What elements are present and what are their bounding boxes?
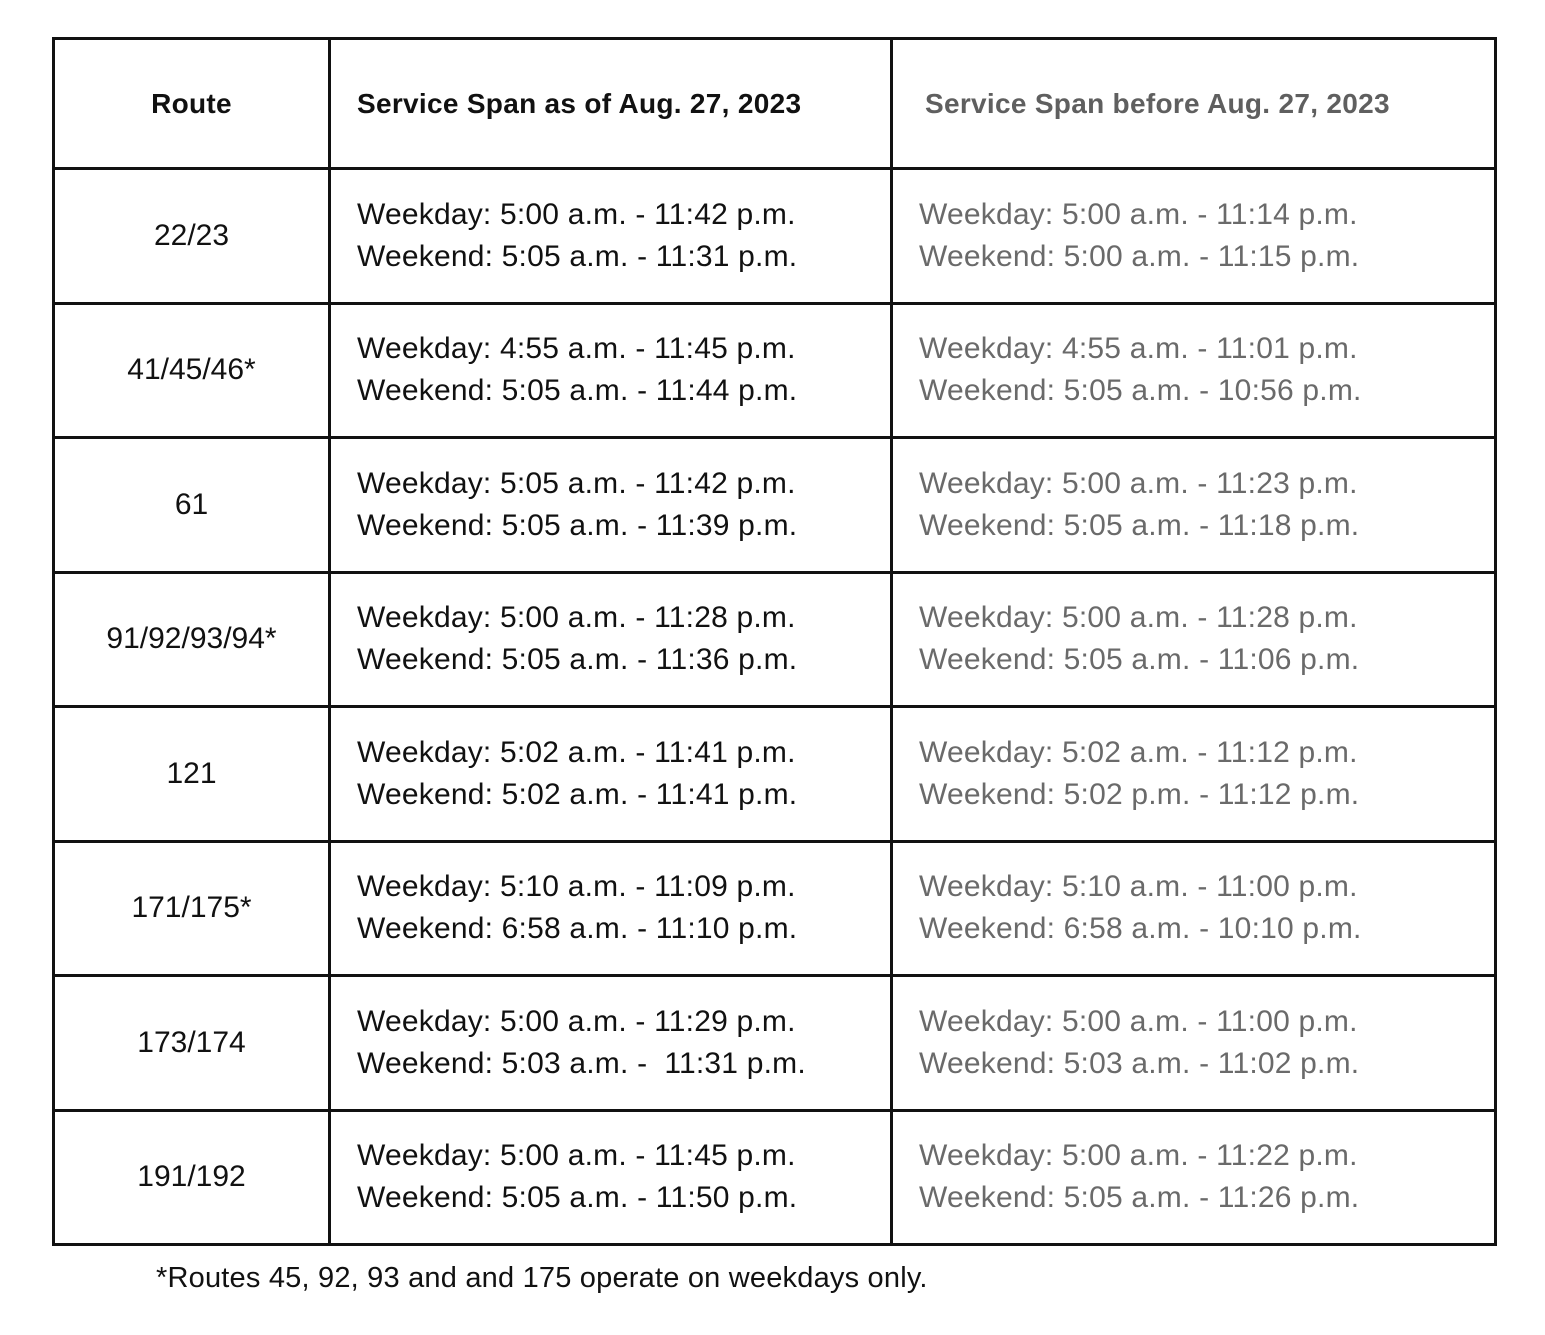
service-span-table xyxy=(52,37,1497,1246)
new-span-cell xyxy=(330,169,892,304)
table-row xyxy=(54,438,1496,573)
header-route: Route xyxy=(54,39,330,169)
new-weekday-span: Weekday: 5:10 a.m. - 11:09 p.m. xyxy=(357,870,796,904)
old-span-cell xyxy=(892,1110,1496,1245)
old-weekday-span: Weekday: 5:00 a.m. - 11:28 p.m. xyxy=(919,601,1358,635)
table-row xyxy=(54,1110,1496,1245)
new-weekend-span: Weekend: 5:05 a.m. - 11:50 p.m. xyxy=(357,1181,798,1215)
new-span-cell xyxy=(330,572,892,707)
old-weekday-span: Weekday: 5:00 a.m. - 11:22 p.m. xyxy=(919,1139,1358,1173)
old-span-cell xyxy=(892,841,1496,976)
route-cell: 173/174 xyxy=(54,976,330,1111)
old-span-cell xyxy=(892,707,1496,842)
new-span-cell xyxy=(330,1110,892,1245)
new-weekend-span: Weekend: 5:03 a.m. - 11:31 p.m. xyxy=(357,1046,806,1080)
old-weekday-span: Weekday: 5:02 a.m. - 11:12 p.m. xyxy=(919,735,1358,769)
route-cell: 121 xyxy=(54,707,330,842)
old-weekday-span: Weekday: 5:00 a.m. - 11:23 p.m. xyxy=(919,466,1358,500)
new-weekend-span: Weekend: 5:05 a.m. - 11:36 p.m. xyxy=(357,643,798,677)
route-cell: 61 xyxy=(54,438,330,573)
old-weekend-span: Weekend: 5:02 p.m. - 11:12 p.m. xyxy=(919,777,1360,811)
new-weekday-span: Weekday: 5:02 a.m. - 11:41 p.m. xyxy=(357,735,796,769)
table-row xyxy=(54,572,1496,707)
new-weekend-span: Weekend: 6:58 a.m. - 11:10 p.m. xyxy=(357,912,798,946)
new-weekday-span: Weekday: 4:55 a.m. - 11:45 p.m. xyxy=(357,332,796,366)
new-span-cell xyxy=(330,841,892,976)
header-old-span: Service Span before Aug. 27, 2023 xyxy=(892,39,1496,169)
table-row xyxy=(54,976,1496,1111)
route-cell: 191/192 xyxy=(54,1110,330,1245)
old-weekday-span: Weekday: 5:00 a.m. - 11:00 p.m. xyxy=(919,1004,1358,1038)
footnote: *Routes 45, 92, 93 and and 175 operate on weekdays only. xyxy=(156,1262,928,1294)
old-weekday-span: Weekday: 5:10 a.m. - 11:00 p.m. xyxy=(919,870,1358,904)
new-weekend-span: Weekend: 5:05 a.m. - 11:31 p.m. xyxy=(357,239,798,273)
new-weekend-span: Weekend: 5:05 a.m. - 11:39 p.m. xyxy=(357,508,798,542)
route-cell: 91/92/93/94* xyxy=(54,572,330,707)
route-cell: 41/45/46* xyxy=(54,303,330,438)
old-weekend-span: Weekend: 5:05 a.m. - 11:26 p.m. xyxy=(919,1181,1360,1215)
table-row xyxy=(54,303,1496,438)
old-span-cell xyxy=(892,438,1496,573)
old-span-cell xyxy=(892,169,1496,304)
header-new-span: Service Span as of Aug. 27, 2023 xyxy=(330,39,892,169)
old-span-cell xyxy=(892,976,1496,1111)
new-span-cell xyxy=(330,438,892,573)
old-span-cell xyxy=(892,303,1496,438)
old-weekend-span: Weekend: 5:05 a.m. - 11:18 p.m. xyxy=(919,508,1360,542)
new-weekday-span: Weekday: 5:00 a.m. - 11:28 p.m. xyxy=(357,601,796,635)
new-weekday-span: Weekday: 5:00 a.m. - 11:29 p.m. xyxy=(357,1004,796,1038)
old-weekend-span: Weekend: 5:05 a.m. - 10:56 p.m. xyxy=(919,374,1362,408)
route-cell: 171/175* xyxy=(54,841,330,976)
new-weekday-span: Weekday: 5:00 a.m. - 11:45 p.m. xyxy=(357,1139,796,1173)
old-weekend-span: Weekend: 5:05 a.m. - 11:06 p.m. xyxy=(919,643,1360,677)
route-cell: 22/23 xyxy=(54,169,330,304)
new-span-cell xyxy=(330,976,892,1111)
old-weekday-span: Weekday: 5:00 a.m. - 11:14 p.m. xyxy=(919,197,1358,231)
new-weekday-span: Weekday: 5:00 a.m. - 11:42 p.m. xyxy=(357,197,796,231)
table-row xyxy=(54,841,1496,976)
old-weekend-span: Weekend: 5:03 a.m. - 11:02 p.m. xyxy=(919,1046,1360,1080)
new-weekday-span: Weekday: 5:05 a.m. - 11:42 p.m. xyxy=(357,466,796,500)
table-row xyxy=(54,169,1496,304)
old-span-cell xyxy=(892,572,1496,707)
table-header-row xyxy=(54,39,1496,169)
new-weekend-span: Weekend: 5:02 a.m. - 11:41 p.m. xyxy=(357,777,798,811)
old-weekday-span: Weekday: 4:55 a.m. - 11:01 p.m. xyxy=(919,332,1358,366)
new-span-cell xyxy=(330,303,892,438)
table-row xyxy=(54,707,1496,842)
old-weekend-span: Weekend: 6:58 a.m. - 10:10 p.m. xyxy=(919,912,1362,946)
new-weekend-span: Weekend: 5:05 a.m. - 11:44 p.m. xyxy=(357,374,798,408)
new-span-cell xyxy=(330,707,892,842)
old-weekend-span: Weekend: 5:00 a.m. - 11:15 p.m. xyxy=(919,239,1360,273)
